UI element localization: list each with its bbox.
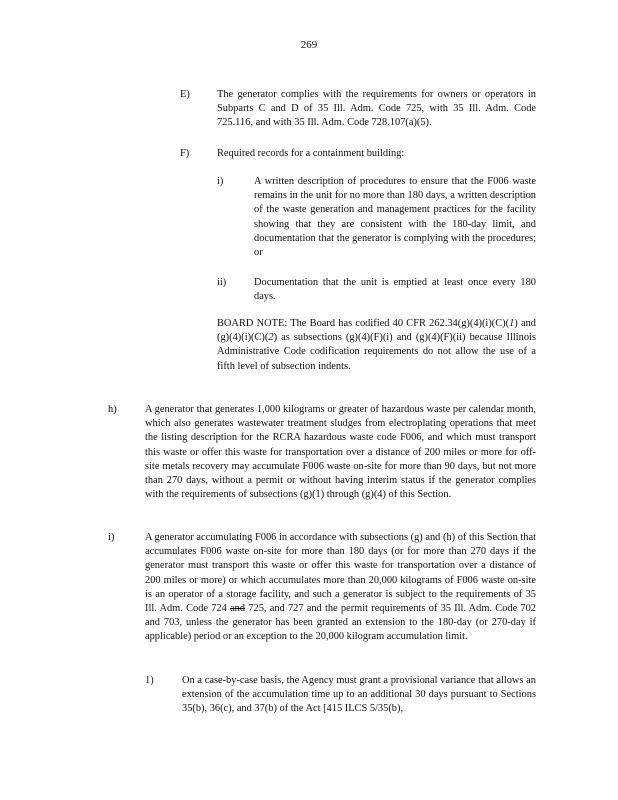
board-note-number-2: 2	[268, 332, 274, 344]
board-note-number-1: 1	[509, 318, 515, 329]
deleted-text: and	[230, 603, 246, 615]
subsection-f-text: Required records for a containment building:	[217, 148, 405, 159]
subsection-f-i-text: A written description of procedures to ensure that the F006 waste remains in the unit for no more than 180 days, a written description of the waste generation and management practices for the facility showing that they are consistent with the 180-day limit, and documentation that the generator is complying with the procedures; or	[254, 176, 536, 259]
board-note	[217, 317, 536, 374]
subsection-h-text: A generator that generates 1,000 kilograms or greater of hazardous waste per calendar month, which also generates wastewater treatment sludges from electroplating operations that meet the listing description for the RCRA hazardous waste code F006, and which must transport this waste or offer this waste for transportation over a distance of 200 miles or more for off-site metals recovery may accumulate F006 waste on-site for more than 90 days, but not more than 270 days, without a permit or without having interim status if the generator complies with the requirements of subsections (g)(1) through (g)(4) of this Section.	[145, 404, 536, 501]
subsection-h-marker: h)	[108, 404, 117, 415]
subsection-i-1-text: On a case-by-case basis, the Agency must grant a provisional variance that allows an extension of the accumulation time up to an additional 30 days pursuant to Sections 35(b), 36(c), and 37(b) of the Act [415 ILCS 5/35(b),	[182, 675, 536, 715]
subsection-f-i-marker: i)	[217, 176, 224, 187]
subsection-i-part-1: A generator accumulating F006 in accordance with subsections (g) and (h) of this Section that accumulates F006 waste on-site for more than 180 days (or for more than 270 days if the generator must transport this waste or offer this waste for transportation over a distance of 200 miles or more) or which accumulates more than 20,000 kilograms of F006 waste on-site is an operator of a storage facility, and such a generator is subject to the requirements of 35 Ill. Adm. Code 724	[145, 532, 536, 615]
subsection-f-ii-marker: ii)	[217, 277, 227, 288]
subsection-f-ii-text: Documentation that the unit is emptied at least once every 180 days.	[254, 277, 536, 303]
subsection-i-text	[145, 531, 536, 645]
subsection-e-marker: E)	[180, 89, 190, 100]
subsection-f-marker: F)	[180, 148, 190, 159]
subsection-i-marker: i)	[108, 532, 115, 543]
subsection-e-text: The generator complies with the requirements for owners or operators in Subparts C and D of 35 Ill. Adm. Code 725, with 35 Ill. Adm. Code 725.116, and with 35 Ill. Adm. Code 728.107(a)(5).	[217, 89, 536, 129]
subsection-i-1-marker: 1)	[145, 675, 154, 686]
page-number: 269	[300, 39, 318, 51]
subsection-i-part-2: 725, and 727 and the permit requirements of 35 Ill. Adm. Code 702 and 703, unless the generator has been granted an extension to the 180-day (or 270-day if applicable) period or an exception to the 20,000 kilogram accumulation limit.	[145, 603, 536, 643]
board-note-part-1: BOARD NOTE: The Board has codified 40 CFR 262.34(g)(4)(i)(C)(	[217, 318, 510, 329]
board-note-part-3: ) as subsections (g)(4)(F)(i) and (g)(4)(F)(ii) because Illinois Administrative Code codification requirements do not allow the use of a fifth level of subsection indents.	[217, 332, 536, 372]
board-note-part-2: ) and (g)(4)(i)(C)(	[217, 318, 536, 344]
